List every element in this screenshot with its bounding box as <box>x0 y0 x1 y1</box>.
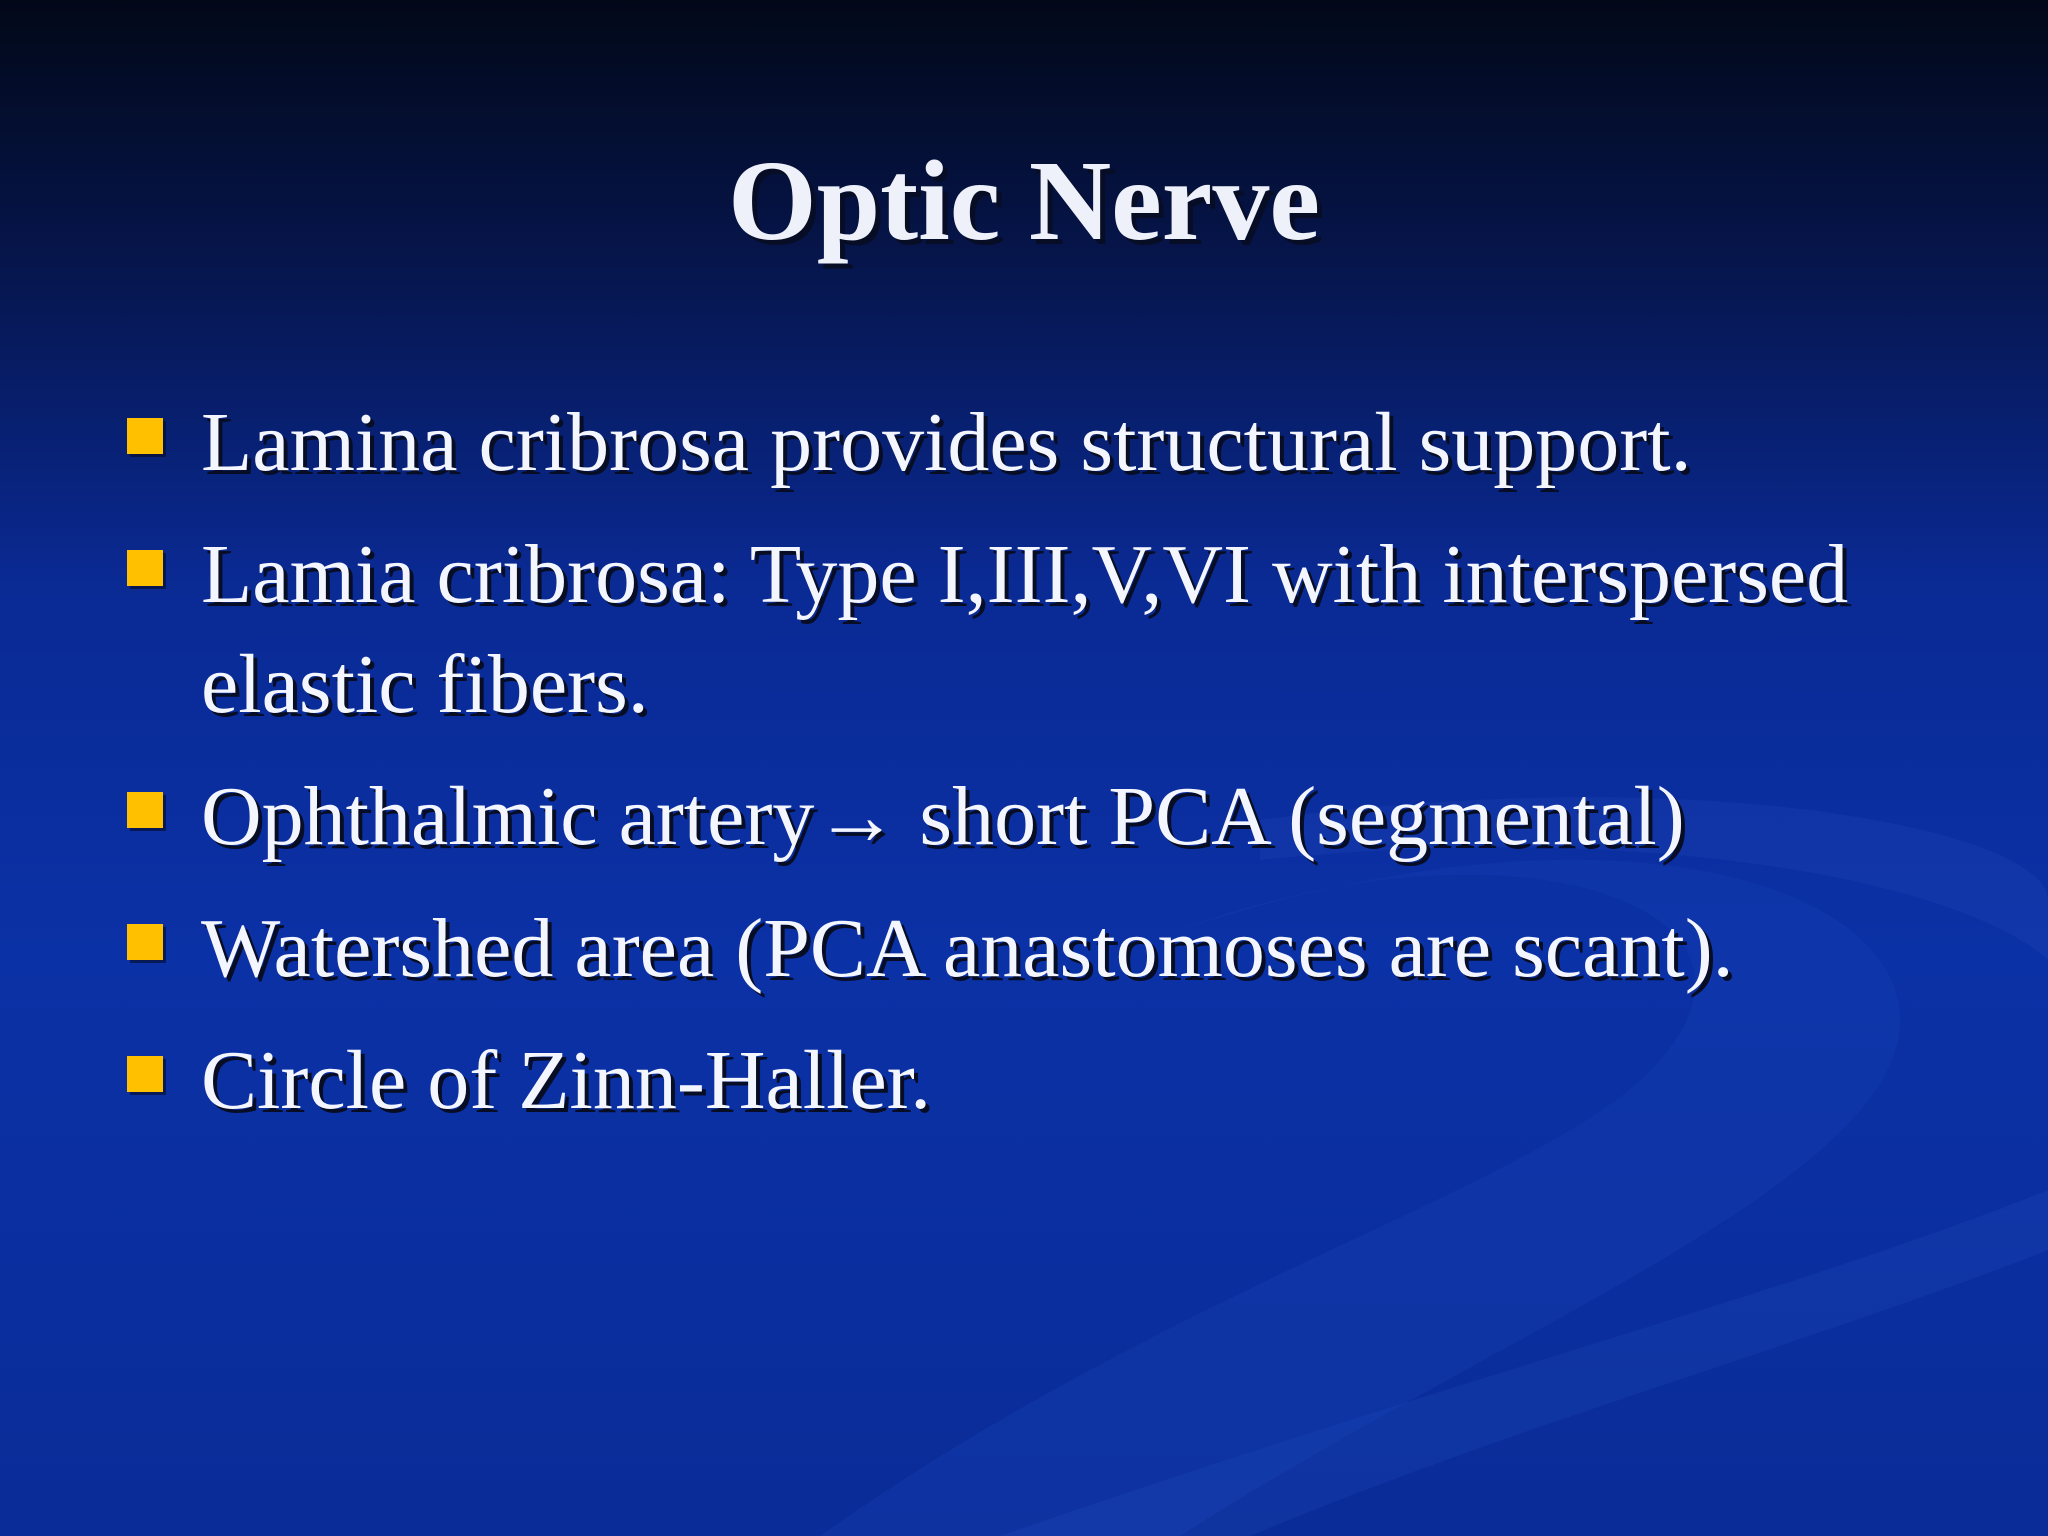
square-bullet-icon <box>127 550 163 586</box>
bullet-text: Lamina cribrosa provides structural support. <box>201 396 1692 489</box>
square-bullet-icon <box>127 1056 163 1092</box>
slide-title: Optic Nerve <box>728 137 1320 264</box>
bullet-text: Ophthalmic artery→ short PCA (segmental) <box>201 770 1685 863</box>
bullet-item <box>127 520 2007 740</box>
square-bullet-icon <box>127 924 163 960</box>
bullet-text: Circle of Zinn-Haller. <box>201 1034 932 1127</box>
bullet-item <box>127 1026 2007 1136</box>
bullet-text: Watershed area (PCA anastomoses are scant). <box>201 902 1734 995</box>
bullet-item <box>127 762 2007 872</box>
square-bullet-icon <box>127 418 163 454</box>
bullet-list <box>127 388 2007 1158</box>
bullet-item <box>127 894 2007 1004</box>
bullet-text: Lamia cribrosa: Type I,III,V,VI with interspersed elastic fibers. <box>201 528 1849 731</box>
square-bullet-icon <box>127 792 163 828</box>
bullet-item <box>127 388 2007 498</box>
